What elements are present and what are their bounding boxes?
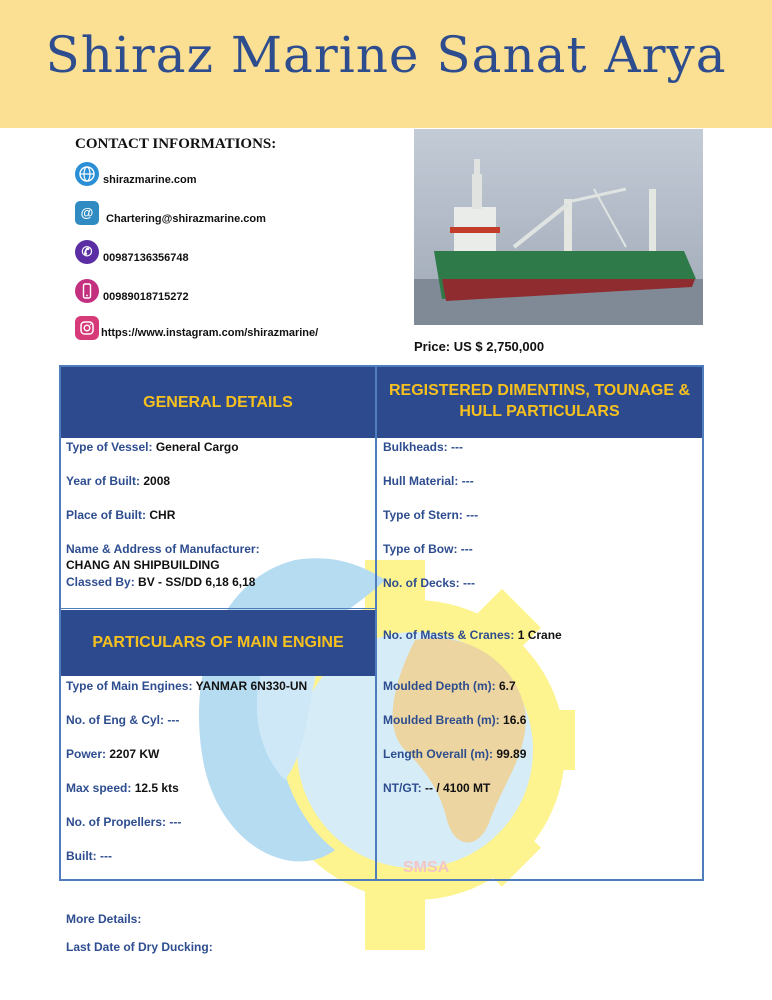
main-engine-title: PARTICULARS OF MAIN ENGINE [92,634,344,651]
field-hull-material: Hull Material: --- [383,474,474,488]
email-link[interactable]: Chartering@shirazmarine.com [106,213,266,225]
field-engine-built: Built: --- [66,849,112,863]
price-label: Price: US $ 2,750,000 [414,339,545,354]
registered-dimensions-header [377,367,702,438]
field-manufacturer: CHANG AN SHIPBUILDING [66,558,220,572]
phone-icon: ✆ [75,240,99,264]
field-propellers: No. of Propellers: --- [66,815,182,829]
mobile-number[interactable]: 00989018715272 [103,291,189,303]
registered-title-line2: HULL PARTICULARS [459,403,620,420]
section-divider [61,608,375,609]
company-title: Shiraz Marine Sanat Arya [45,26,727,84]
table-column-divider [375,365,377,881]
field-max-speed: Max speed: 12.5 kts [66,781,179,795]
main-engine-header [61,610,375,676]
field-length-overall: Length Overall (m): 99.89 [383,747,527,761]
field-manufacturer-label: Name & Address of Manufacturer: [66,542,260,556]
general-details-header [61,367,375,438]
ship-photo [414,129,703,325]
field-masts-cranes: No. of Masts & Cranes: 1 Crane [383,628,562,642]
field-moulded-breath: Moulded Breath (m): 16.6 [383,713,527,727]
mobile-icon [75,279,99,303]
watermark-text: SMSA [403,859,450,876]
phone-number[interactable]: 00987136356748 [103,252,189,264]
field-nt-gt: NT/GT: -- / 4100 MT [383,781,491,795]
registered-title-line1: REGISTERED DIMENTINS, TOUNAGE & [388,382,691,399]
more-details-label: More Details: [66,912,142,926]
field-moulded-depth: Moulded Depth (m): 6.7 [383,679,516,693]
email-icon: @ [75,201,99,225]
contact-heading: CONTACT INFORMATIONS: [75,136,277,152]
field-decks: No. of Decks: --- [383,576,476,590]
field-place-built: Place of Built: CHR [66,508,176,522]
field-power: Power: 2207 KW [66,747,160,761]
field-stern-type: Type of Stern: --- [383,508,479,522]
dry-dock-label: Last Date of Dry Ducking: [66,940,213,954]
field-bulkheads: Bulkheads: --- [383,440,464,454]
instagram-icon [75,316,99,340]
field-classed-by: Classed By: BV - SS/DD 6,18 6,18 [66,575,256,589]
general-details-title: GENERAL DETAILS [143,394,293,411]
field-engine-type: Type of Main Engines: YANMAR 6N330-UN [66,679,308,693]
website-link[interactable]: shirazmarine.com [103,174,197,186]
globe-icon [75,162,99,186]
field-vessel-type: Type of Vessel: General Cargo [66,440,239,454]
instagram-link[interactable]: https://www.instagram.com/shirazmarine/ [101,327,319,339]
field-engine-cylinders: No. of Eng & Cyl: --- [66,713,180,727]
field-bow-type: Type of Bow: --- [383,542,473,556]
field-year-built: Year of Built: 2008 [66,474,171,488]
